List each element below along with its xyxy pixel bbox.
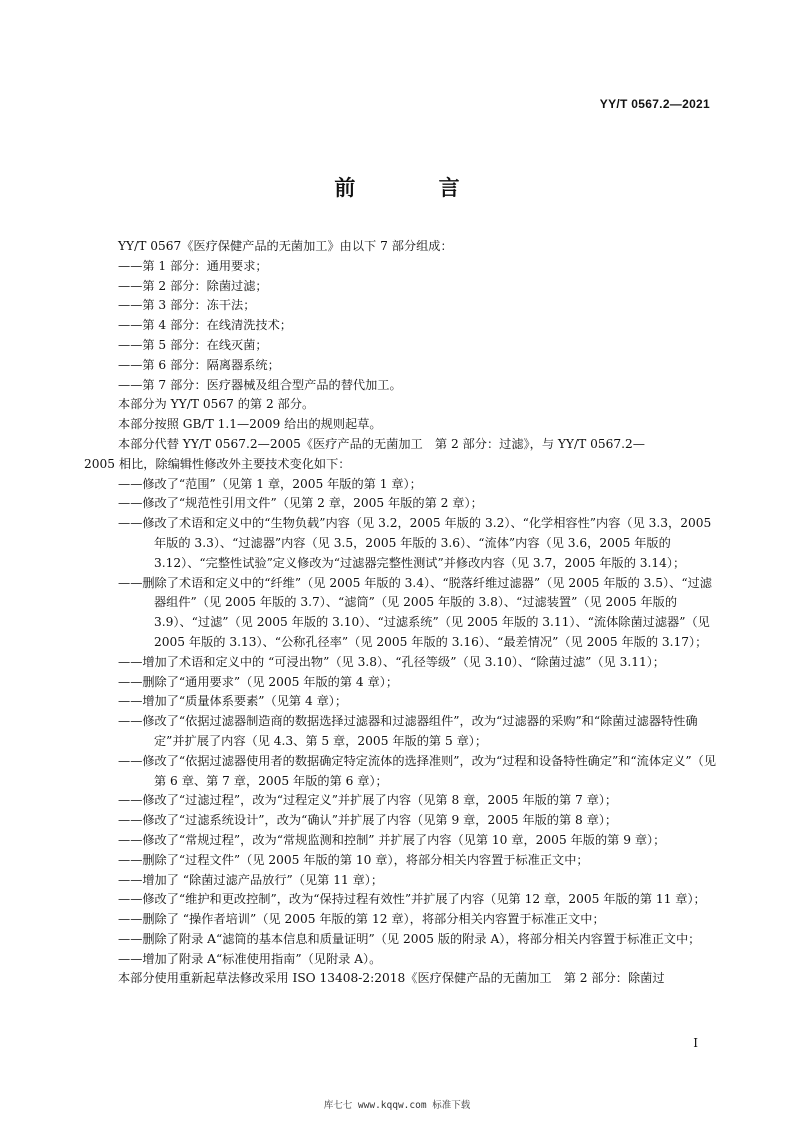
change-item: ——修改了“过滤过程”，改为“过程定义”并扩展了内容（见第 8 章，2005 年版的第 7 章）；	[118, 793, 618, 808]
change-item: ——修改了“维护和更改控制”，改为“保持过程有效性”并扩展了内容（见第 12 章，2005 年版的第 11 章）；	[118, 892, 706, 907]
part-item: ——第 6 部分：隔离器系统；	[118, 357, 280, 372]
part-item: ——第 7 部分：医疗器械及组合型产品的替代加工。	[118, 377, 402, 392]
part-statement: 本部分为 YY/T 0567 的第 2 部分。	[118, 397, 315, 412]
part-item: ——第 4 部分：在线清洗技术；	[118, 318, 292, 333]
change-item: ——删除了“通用要求”（见 2005 年版的第 4 章）；	[118, 674, 399, 689]
page-title: 前 言	[334, 176, 498, 200]
change-item: ——删除了附录 A“滤筒的基本信息和质量证明”（见 2005 版的附录 A），将部分相关内容置于标准正文中；	[118, 931, 701, 946]
part-item: ——第 2 部分：除菌过滤；	[118, 278, 268, 293]
part-item: ——第 5 部分：在线灭菌；	[118, 337, 268, 352]
change-item: ——修改了术语和定义中的“生物负载”内容（见 3.2，2005 年版的 3.2）、“化学相容性”内容（见 3.3，2005 年版的 3.3）、“过滤器”内容（见 3.5，2005 年版的 3.6）、“流体”内容（见 3.6，2005 年版的 3.12）、“完整性试验”定义修改为“过滤器完整性测试”并修改内容（见 3.7，2005 年版的 3.14）；	[118, 516, 712, 570]
change-item: ——修改了“常规过程”，改为“常规监测和控制” 并扩展了内容（见第 10 章，2005 年版的第 9 章）；	[118, 832, 666, 847]
part-item: ——第 1 部分：通用要求；	[118, 258, 268, 273]
standard-code: YY/T 0567.2—2021	[599, 97, 710, 111]
page-number: I	[693, 1036, 698, 1050]
change-item: ——增加了“质量体系要素”（见第 4 章）；	[118, 694, 348, 709]
replacement-statement: 本部分代替 YY/T 0567.2—2005《医疗产品的无菌加工 第 2 部分：过滤》，与 YY/T 0567.2—	[118, 436, 645, 451]
change-item: ——增加了 “除菌过滤产品放行”（见第 11 章）；	[118, 872, 384, 887]
change-item: ——修改了“过滤系统设计”，改为“确认”并扩展了内容（见第 9 章，2005 年版的第 8 章）；	[118, 813, 618, 828]
change-item: ——修改了“依据过滤器制造商的数据选择过滤器和过滤器组件”，改为“过滤器的采购”和“除菌过滤器特性确定”并扩展了内容（见 4.3、第 5 章，2005 年版的第 5 章）；	[118, 714, 698, 748]
document-body	[84, 237, 723, 989]
change-item: ——增加了附录 A“标准使用指南”（见附录 A）。	[118, 951, 382, 966]
change-item: ——修改了“依据过滤器使用者的数据确定特定流体的选择准则”，改为“过程和设备特性确定”和“流体定义”（见第 6 章、第 7 章，2005 年版的第 6 章）；	[118, 753, 717, 788]
change-item: ——修改了“范围”（见第 1 章，2005 年版的第 1 章）；	[118, 476, 422, 491]
change-item: ——删除了“过程文件”（见 2005 年版的第 10 章），将部分相关内容置于标准正文中；	[118, 852, 589, 867]
replacement-statement-cont: 2005 相比，除编辑性修改外主要技术变化如下：	[84, 456, 351, 471]
drafting-rule-statement: 本部分按照 GB/T 1.1—2009 给出的规则起草。	[118, 417, 382, 432]
footer-watermark: 库七七 www.kqqw.com 标准下载	[323, 1100, 471, 1111]
change-item: ——删除了术语和定义中的“纤维”（见 2005 年版的 3.4）、“脱落纤维过滤器”（见 2005 年版的 3.5）、“过滤器组件”（见 2005 年版的 3.7）、“滤筒”（见 2005 年版的 3.8）、“过滤装置”（见 2005 年版的 3.9）、“过滤”（见 2005 年版的 3.10）、“过滤系统”（见 2005 年版的 3.11）、“流体除菌过滤器”（见 2005 年版的 3.13）、“公称孔径率”（见 2005 年版的 3.16）、“最差情况”（见 2005 年版的 3.17）；	[118, 575, 712, 649]
intro-paragraph: YY/T 0567《医疗保健产品的无菌加工》由以下 7 部分组成：	[118, 239, 453, 253]
change-item: ——修改了“规范性引用文件”（见第 2 章，2005 年版的第 2 章）；	[118, 496, 483, 511]
part-item: ——第 3 部分：冻干法；	[118, 298, 256, 313]
change-item: ——增加了术语和定义中的 “可浸出物”（见 3.8）、“孔径等级”（见 3.10）、“除菌过滤”（见 3.11）；	[118, 654, 665, 669]
change-item: ——删除了 “操作者培训”（见 2005 年版的第 12 章），将部分相关内容置于标准正文中；	[118, 912, 605, 927]
adoption-statement: 本部分使用重新起草法修改采用 ISO 13408-2:2018《医疗保健产品的无菌加工 第 2 部分：除菌过	[118, 971, 665, 986]
